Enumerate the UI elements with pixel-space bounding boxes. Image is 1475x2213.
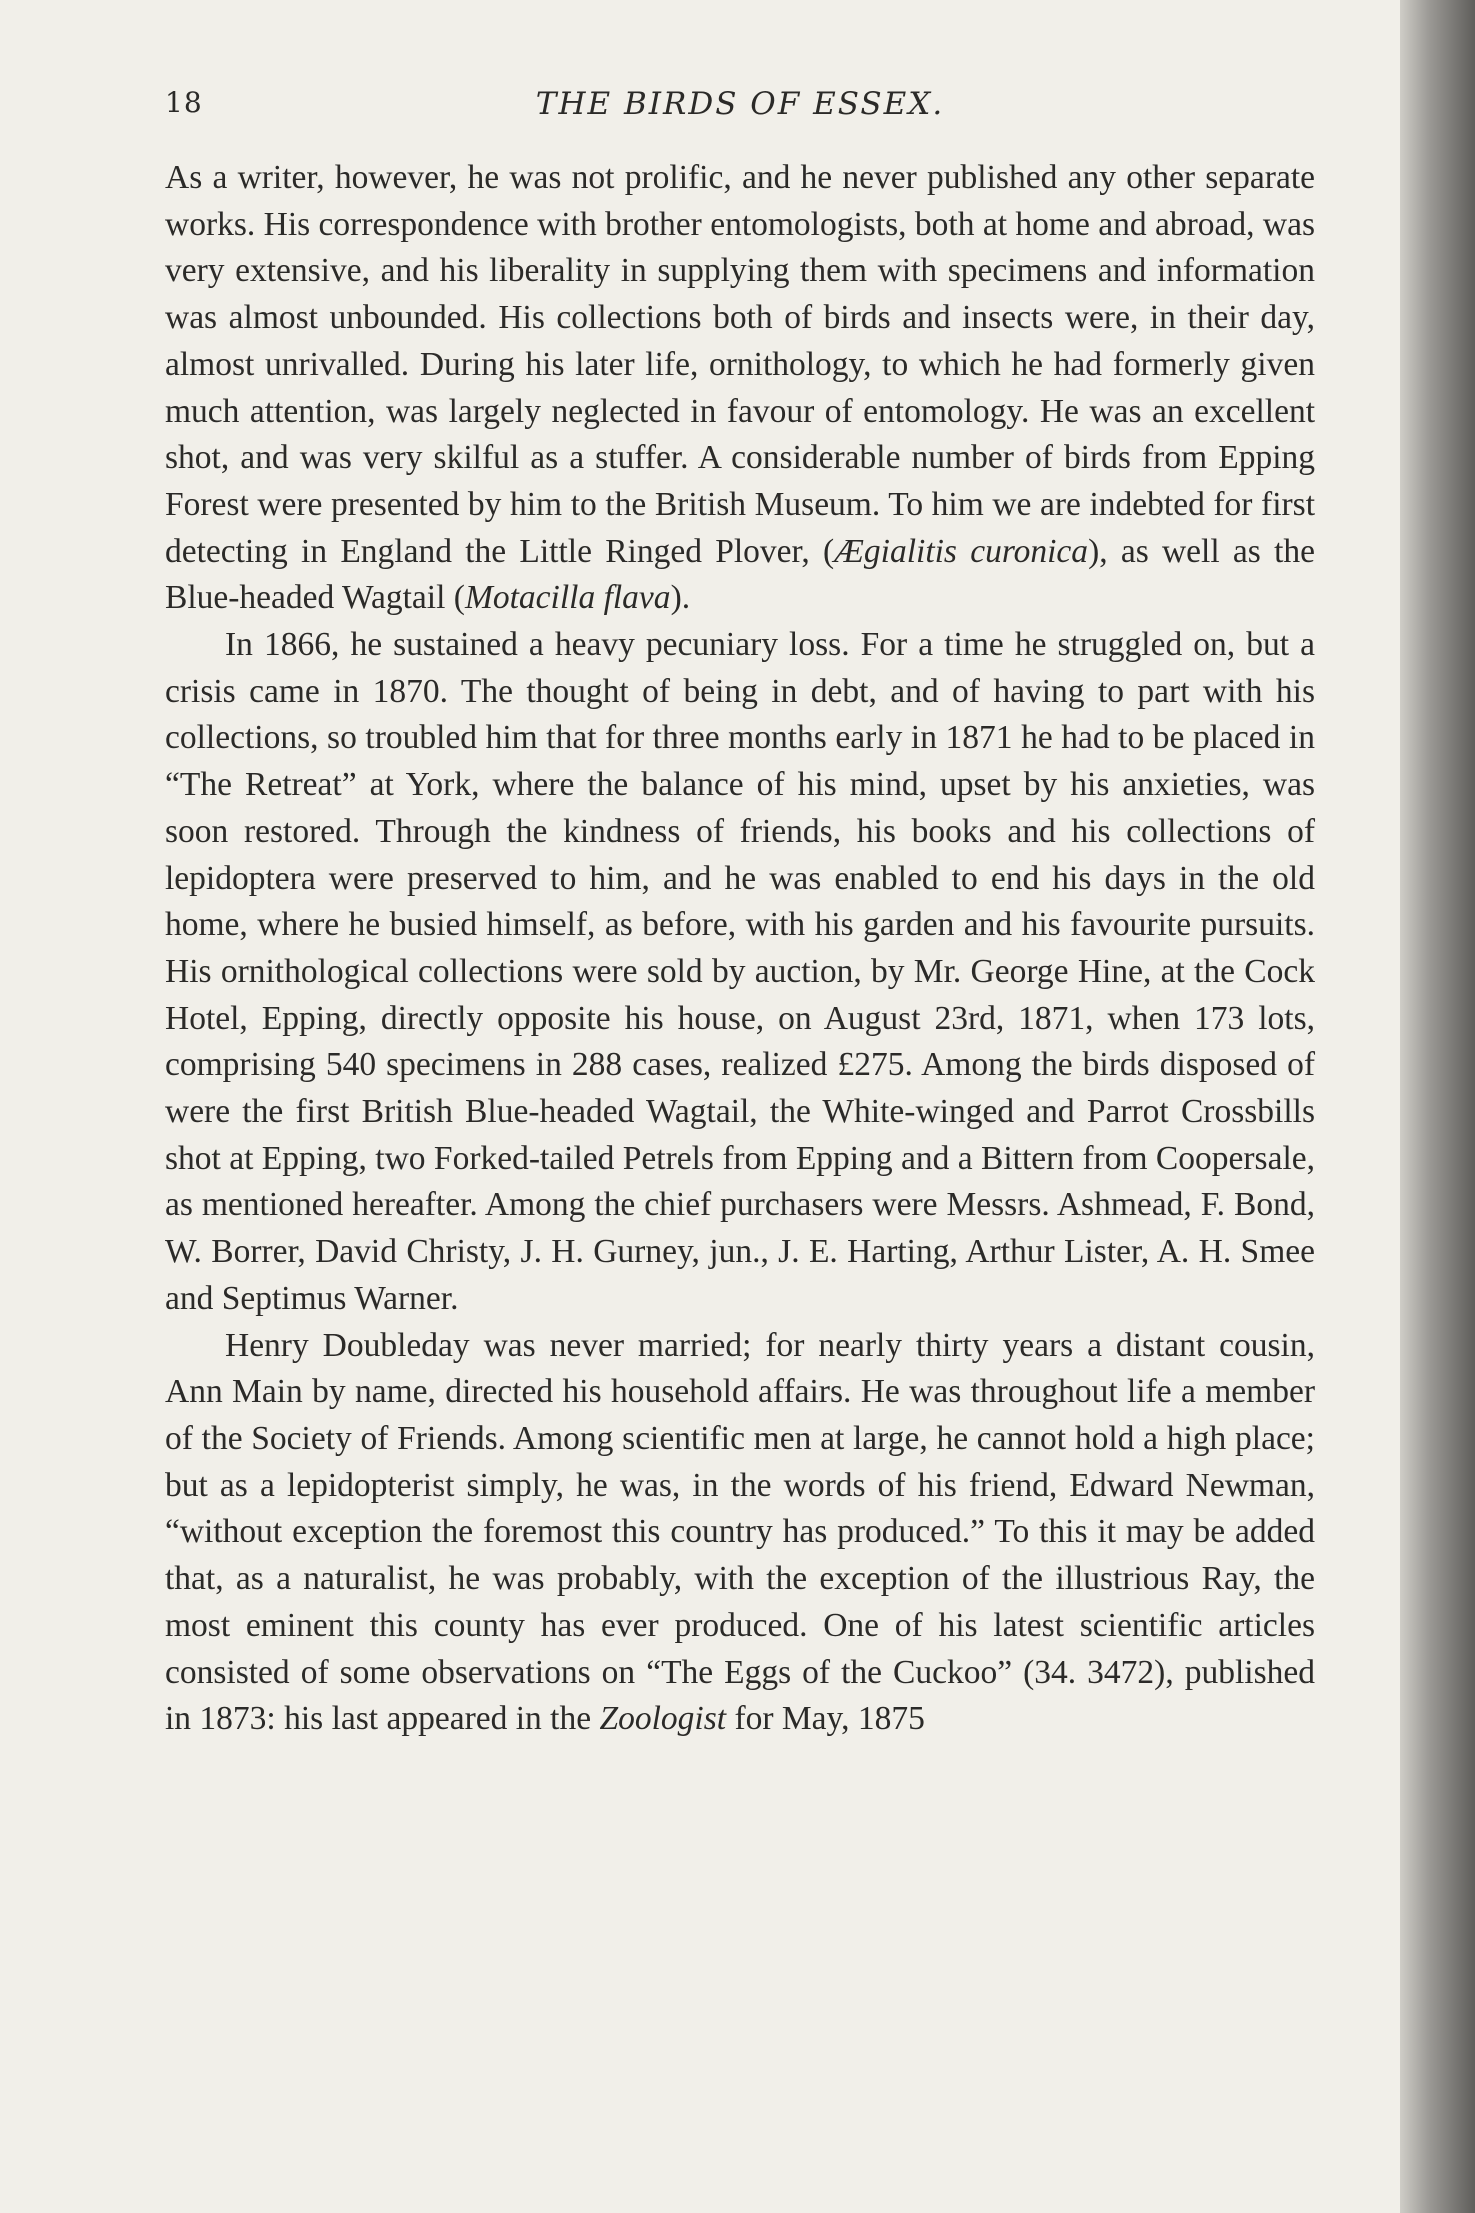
text-segment: As a writer, however, he was not prolific, and he never published any other separate works. His correspondence with brother entomologists, both at home and abroad, was very extensive, and his liberality in supplying them with specimens and information was almost unbounded. His collections both of birds and insects were, in their day, almost unrivalled. During his later life, ornithology, to which he had formerly given much attention, was largely neglected in favour of entomology. He was an excellent shot, and was very skilful as a stuffer. A considerable number of birds from Epping Forest were presented by him to the British Museum. To him we are indebted for first detecting in England the Little Ringed Plover, ( <box>165 159 1315 570</box>
text-segment: Henry Doubleday was never married; for nearly thirty years a distant cousin, Ann Main by name, directed his household affairs. He was throughout life a member of the Society of Friends. Among scientific men at large, he cannot hold a high place; but as a lepidopterist simply, he was, in the words of his friend, Edward Newman, “without exception the foremost this country has produced.” To this it may be added that, as a naturalist, he was probably, with the exception of the illustrious Ray, the most eminent this county has ever produced. One of his latest scientific articles consisted of some observations on “The Eggs of the Cuckoo” (34. 3472), published in 1873: his last appeared in the <box>165 1326 1315 1738</box>
page-number: 18 <box>165 86 203 119</box>
italic-journal-title: Zoologist <box>599 1700 727 1738</box>
paragraph <box>165 155 1315 622</box>
italic-species-name: Motacilla flava <box>464 579 671 617</box>
body-text <box>165 155 1315 1743</box>
text-segment: In 1866, he sustained a heavy pecuniary loss. For a time he struggled on, but a crisis came in 1870. The thought of being in debt, and of having to part with his collections, so troubled him that for three months early in 1871 he had to be placed in “The Retreat” at York, where the balance of his mind, upset by his anxieties, was soon restored. Through the kindness of friends, his books and his collections of lepidoptera were preserved to him, and he was enabled to end his days in the old home, where he busied himself, as before, with his garden and his favourite pursuits. His ornithological collections were sold by auction, by Mr. George Hine, at the Cock Hotel, Epping, directly opposite his house, on August 23rd, 1871, when 173 lots, comprising 540 specimens in 288 cases, realized £275. Among the birds disposed of were the first British Blue-headed Wagtail, the White-winged and Parrot Crossbills shot at Epping, two Forked-tailed Petrels from Epping and a Bittern from Coopersale, as mentioned hereafter. Among the chief purchasers were Messrs. Ashmead, F. Bond, W. Borrer, David Christy, J. H. Gurney, jun., J. E. Harting, Arthur Lister, A. H. Smee and Septimus Warner. <box>165 626 1315 1317</box>
paragraph <box>165 622 1315 1323</box>
text-segment: ). <box>670 579 691 617</box>
text-segment: for May, 1875 <box>726 1700 925 1738</box>
paragraph <box>165 1323 1315 1743</box>
book-gutter-shadow <box>1400 0 1475 2213</box>
italic-species-name: Ægialitis curonica <box>834 532 1089 570</box>
running-header <box>165 78 1315 138</box>
running-title: THE BIRDS OF ESSEX. <box>535 86 945 122</box>
text-segment: ), as well as the Blue-headed Wagtail ( <box>165 532 1315 617</box>
